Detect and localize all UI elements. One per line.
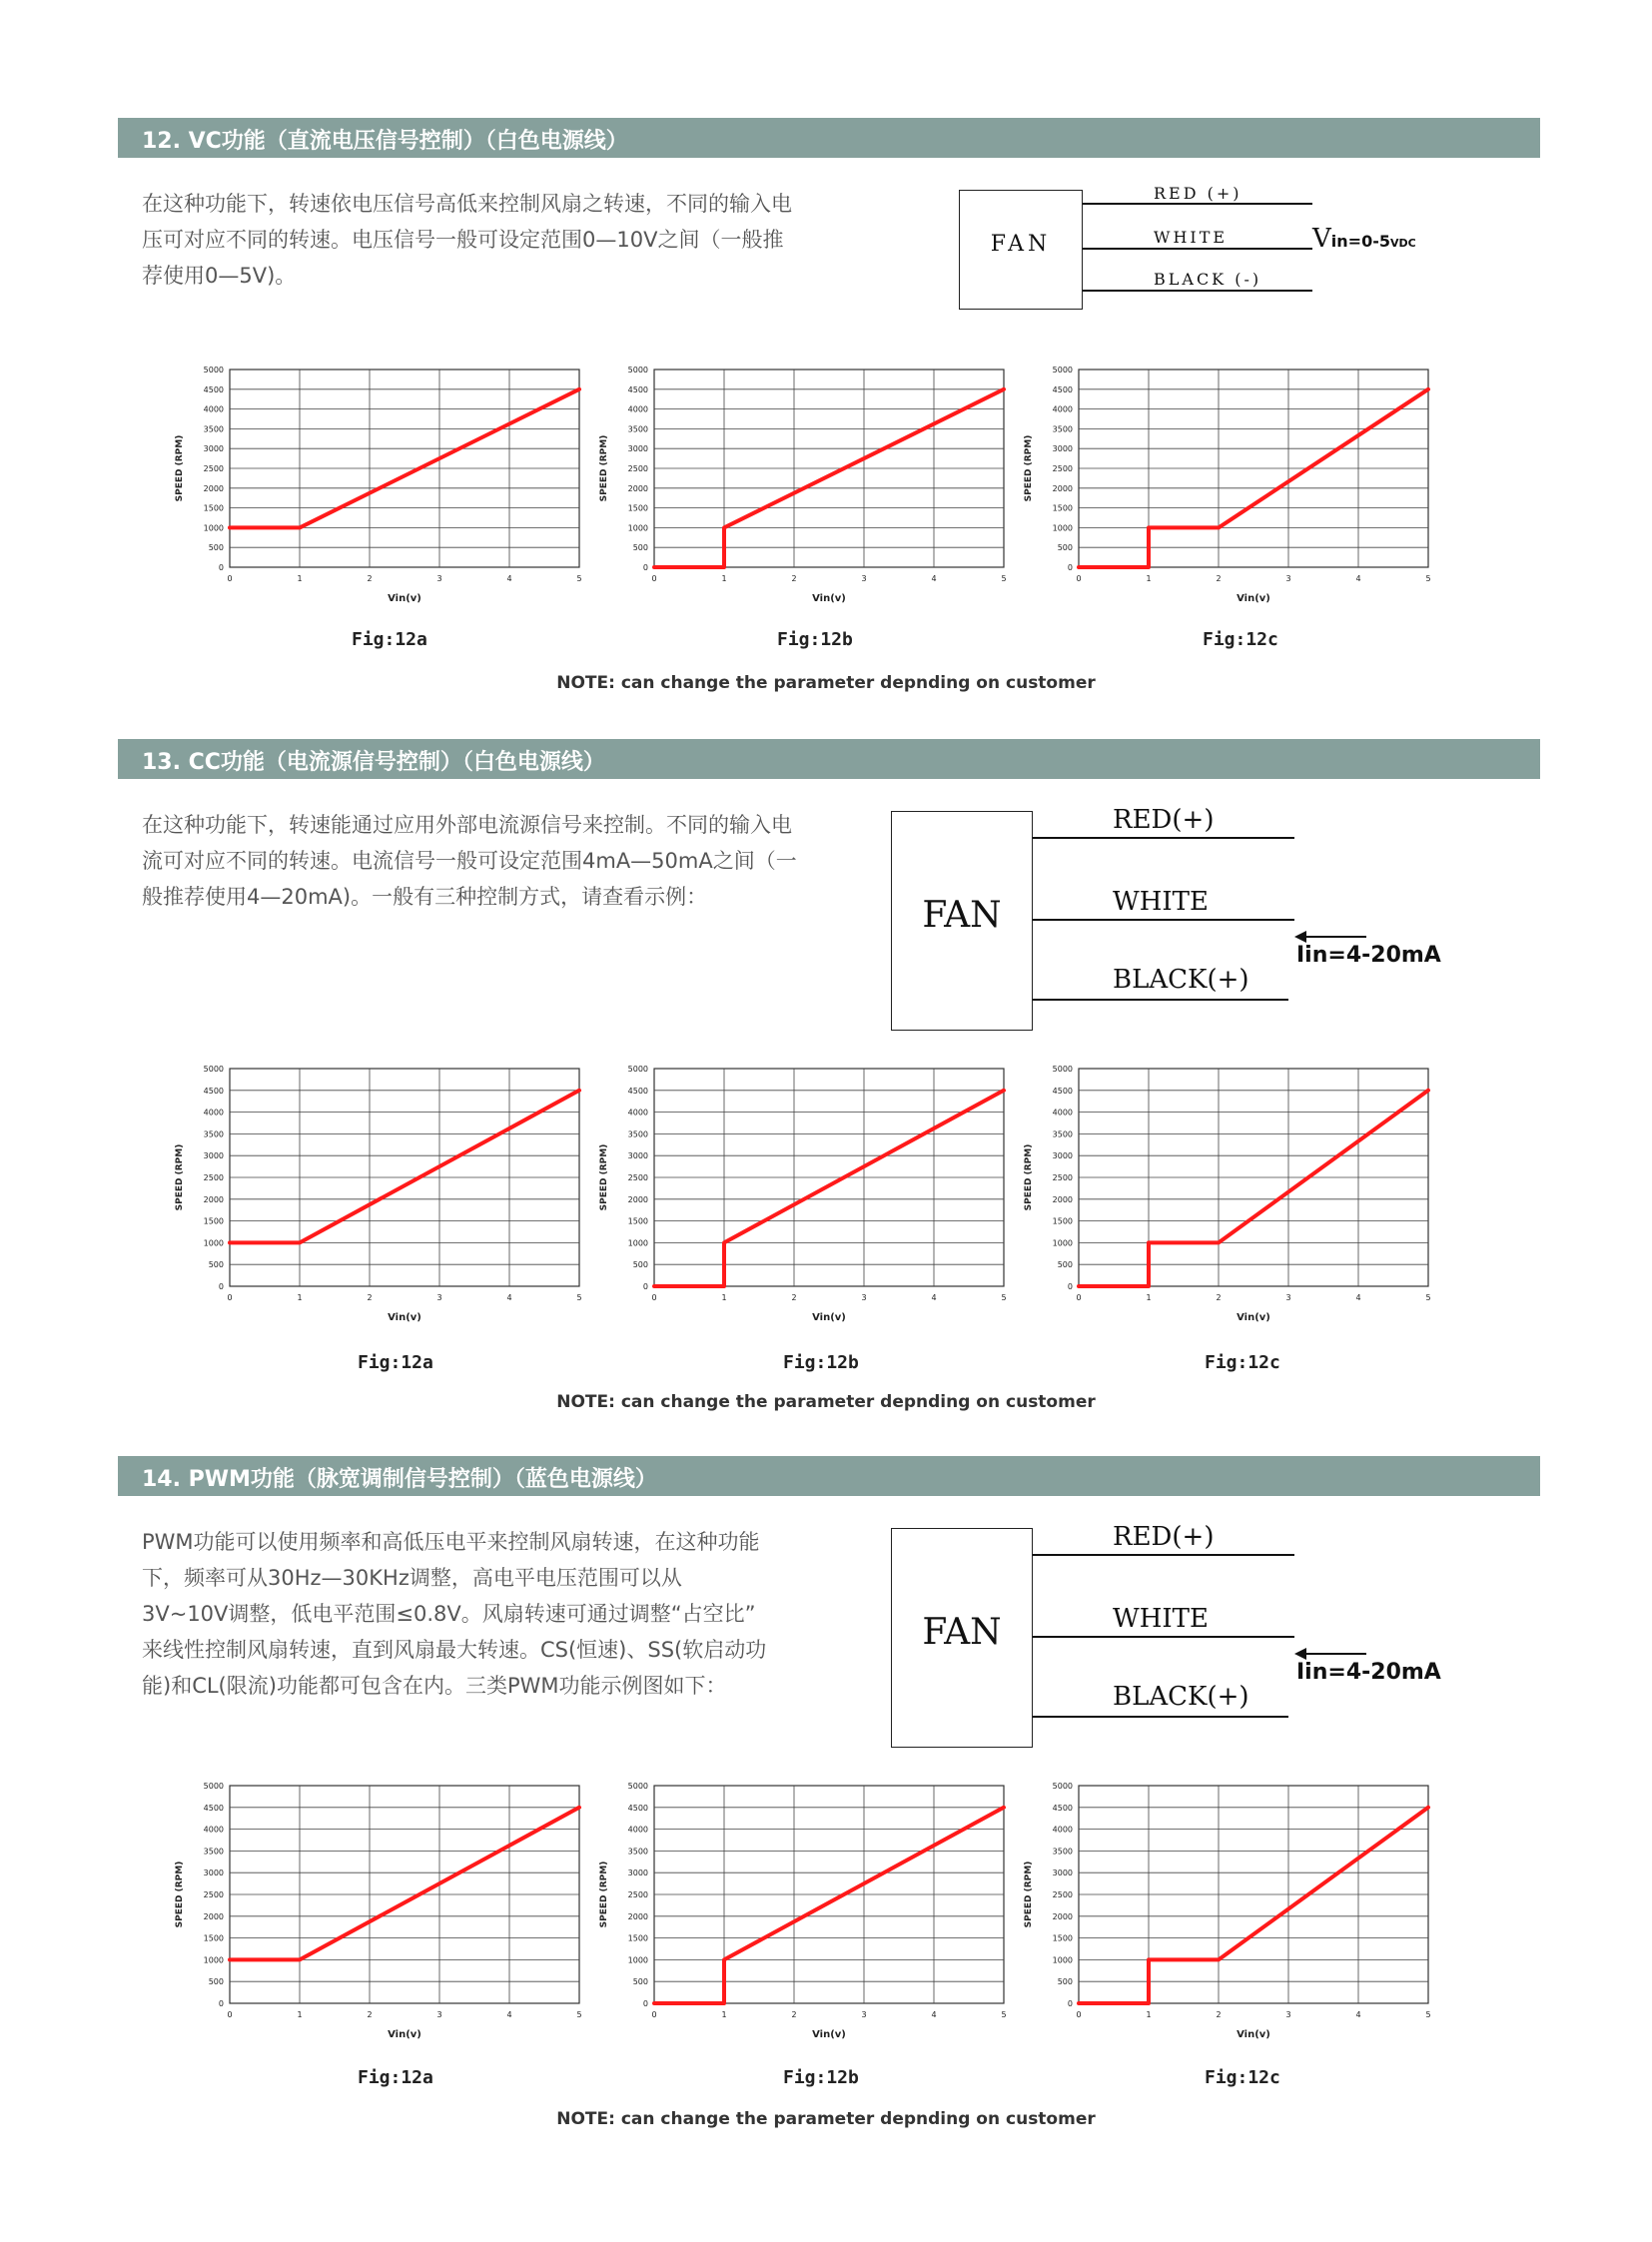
wire-label-black: BLACK (-) [1154, 270, 1262, 289]
x-tick-label: 2 [791, 2010, 797, 2019]
vin-range: in=0-5 [1330, 232, 1390, 251]
y-tick-label: 3000 [1052, 1151, 1073, 1161]
x-tick-label: 5 [1425, 1293, 1431, 1302]
x-tick-label: 4 [506, 574, 512, 583]
y-tick-label: 3500 [627, 1847, 648, 1857]
y-tick-label: 4000 [1052, 404, 1073, 414]
description-line: 能)和CL(限流)功能都可包含在内。三类PWM功能示例图如下： [142, 1674, 727, 1698]
y-tick-label: 5000 [1052, 1782, 1073, 1791]
y-tick-label: 3500 [1052, 1129, 1073, 1139]
y-tick-label: 0 [1067, 563, 1073, 572]
x-tick-label: 5 [1425, 2010, 1431, 2019]
y-tick-label: 0 [642, 1999, 648, 2008]
y-tick-label: 0 [218, 1282, 224, 1291]
y-tick-label: 1000 [203, 523, 224, 533]
x-axis-label: Vin(v) [388, 2029, 421, 2040]
speed-chart-fig12a [160, 1059, 599, 1338]
y-tick-label: 1500 [203, 1933, 224, 1943]
description-line: 在这种功能下，转速依电压信号高低来控制风扇之转速，不同的输入电 [142, 192, 792, 216]
x-axis-label: Vin(v) [1237, 1312, 1270, 1323]
x-tick-label: 4 [1355, 1293, 1361, 1302]
y-tick-label: 1500 [1052, 503, 1073, 513]
y-tick-label: 2500 [1052, 1173, 1073, 1182]
y-tick-label: 500 [208, 1977, 224, 1987]
x-tick-label: 0 [1076, 574, 1082, 583]
x-tick-label: 2 [367, 574, 373, 583]
y-tick-label: 4000 [627, 404, 648, 414]
y-axis-label: SPEED (RPM) [599, 1861, 609, 1928]
y-tick-label: 5000 [203, 1065, 224, 1074]
x-tick-label: 2 [791, 574, 797, 583]
figure-caption: Fig:12a [358, 2067, 433, 2088]
y-tick-label: 1000 [627, 1955, 648, 1965]
x-tick-label: 5 [1425, 574, 1431, 583]
x-tick-label: 4 [506, 1293, 512, 1302]
figure-caption: Fig:12c [1203, 629, 1278, 650]
y-tick-label: 3000 [203, 1151, 224, 1161]
x-tick-label: 0 [651, 1293, 657, 1302]
y-tick-label: 3500 [1052, 424, 1073, 434]
x-tick-label: 1 [721, 1293, 727, 1302]
description-line: PWM功能可以使用频率和高低压电平来控制风扇转速，在这种功能 [142, 1530, 760, 1554]
y-tick-label: 3000 [1052, 444, 1073, 454]
y-tick-label: 1500 [1052, 1216, 1073, 1226]
x-tick-label: 5 [1001, 1293, 1007, 1302]
y-axis-label: SPEED (RPM) [175, 434, 185, 502]
wire-label-red: RED (+) [1154, 184, 1242, 203]
y-tick-label: 500 [1057, 1977, 1073, 1987]
y-tick-label: 5000 [627, 1782, 648, 1791]
y-tick-label: 0 [642, 1282, 648, 1291]
figure-caption: Fig:12b [783, 2067, 859, 2088]
x-tick-label: 5 [576, 1293, 582, 1302]
wire-label-black: BLACK(+) [1113, 965, 1249, 995]
wire-black [1083, 290, 1312, 292]
figure-caption: Fig:12c [1205, 2067, 1280, 2088]
y-tick-label: 1000 [1052, 523, 1073, 533]
y-tick-label: 3000 [627, 1151, 648, 1161]
section-header-cc [118, 739, 1540, 779]
vin-unit: VDC [1389, 237, 1416, 250]
description-line: 般推荐使用4—20mA)。一般有三种控制方式，请查看示例： [142, 885, 708, 909]
y-tick-label: 0 [218, 563, 224, 572]
x-tick-label: 2 [1216, 1293, 1222, 1302]
x-tick-label: 4 [931, 2010, 937, 2019]
y-tick-label: 3000 [627, 1868, 648, 1878]
y-tick-label: 2500 [1052, 464, 1073, 473]
x-axis-label: Vin(v) [388, 1312, 421, 1323]
x-tick-label: 1 [297, 574, 303, 583]
x-tick-label: 4 [1355, 574, 1361, 583]
x-tick-label: 2 [1216, 574, 1222, 583]
y-tick-label: 4500 [1052, 1086, 1073, 1096]
y-tick-label: 2000 [627, 483, 648, 493]
y-axis-label: SPEED (RPM) [1024, 434, 1034, 502]
x-tick-label: 3 [436, 1293, 442, 1302]
y-tick-label: 1500 [627, 1216, 648, 1226]
speed-chart-fig12c [1009, 1059, 1448, 1338]
section-description [142, 807, 797, 915]
x-tick-label: 4 [931, 574, 937, 583]
y-tick-label: 1500 [627, 1933, 648, 1943]
section-title: 14. PWM功能（脉宽调制信号控制）（蓝色电源线） [142, 1467, 657, 1492]
x-axis-label: Vin(v) [1237, 593, 1270, 604]
y-tick-label: 2000 [203, 483, 224, 493]
wire-label-white: WHITE [1113, 887, 1209, 917]
y-tick-label: 5000 [203, 1782, 224, 1791]
y-tick-label: 4500 [203, 1803, 224, 1813]
wire-white [1033, 1636, 1294, 1638]
note-text: NOTE: can change the parameter depnding on customer [556, 673, 1096, 693]
x-axis-label: Vin(v) [812, 1312, 846, 1323]
section-header-vc [118, 118, 1540, 158]
x-tick-label: 2 [367, 2010, 373, 2019]
fan-label: FAN [922, 895, 1002, 936]
y-tick-label: 2000 [627, 1911, 648, 1921]
y-tick-label: 2500 [203, 1890, 224, 1899]
y-axis-label: SPEED (RPM) [599, 1143, 609, 1211]
y-tick-label: 0 [1067, 1999, 1073, 2008]
y-tick-label: 2500 [203, 1173, 224, 1182]
figure-caption: Fig:12a [358, 1352, 433, 1373]
x-tick-label: 1 [297, 2010, 303, 2019]
note-text: NOTE: can change the parameter depnding on customer [556, 2109, 1096, 2129]
y-tick-label: 4000 [1052, 1825, 1073, 1835]
figure-caption: Fig:12a [352, 629, 427, 650]
figure-caption: Fig:12b [783, 1352, 859, 1373]
wire-label-black: BLACK(+) [1113, 1682, 1249, 1712]
x-tick-label: 3 [861, 2010, 867, 2019]
y-tick-label: 500 [632, 543, 648, 553]
y-axis-label: SPEED (RPM) [599, 434, 609, 502]
y-tick-label: 2500 [203, 464, 224, 473]
x-tick-label: 3 [861, 574, 867, 583]
y-tick-label: 3500 [1052, 1847, 1073, 1857]
vin-main: V [1312, 224, 1331, 254]
y-tick-label: 1000 [1052, 1955, 1073, 1965]
wire-white [1083, 248, 1312, 250]
y-tick-label: 0 [1067, 1282, 1073, 1291]
x-tick-label: 5 [1001, 2010, 1007, 2019]
x-tick-label: 1 [721, 574, 727, 583]
x-axis-label: Vin(v) [1237, 2029, 1270, 2040]
x-axis-label: Vin(v) [388, 593, 421, 604]
x-tick-label: 2 [1216, 2010, 1222, 2019]
y-tick-label: 3500 [203, 1129, 224, 1139]
y-tick-label: 1500 [203, 503, 224, 513]
y-tick-label: 1000 [627, 1238, 648, 1248]
y-tick-label: 500 [632, 1260, 648, 1270]
x-tick-label: 1 [1146, 2010, 1152, 2019]
description-line: 在这种功能下，转速能通过应用外部电流源信号来控制。不同的输入电 [142, 813, 792, 837]
y-tick-label: 4500 [627, 384, 648, 394]
y-axis-label: SPEED (RPM) [175, 1861, 185, 1928]
y-axis-label: SPEED (RPM) [175, 1143, 185, 1211]
x-tick-label: 0 [1076, 2010, 1082, 2019]
wire-label-white: WHITE [1113, 1604, 1209, 1634]
x-tick-label: 0 [651, 2010, 657, 2019]
description-line: 压可对应不同的转速。电压信号一般可设定范围0—10V之间（一般推 [142, 228, 784, 252]
y-tick-label: 3000 [1052, 1868, 1073, 1878]
y-tick-label: 4000 [203, 404, 224, 414]
x-tick-label: 2 [791, 1293, 797, 1302]
y-tick-label: 2500 [1052, 1890, 1073, 1899]
x-tick-label: 4 [1355, 2010, 1361, 2019]
y-tick-label: 500 [208, 543, 224, 553]
y-tick-label: 5000 [1052, 1065, 1073, 1074]
description-line: 来线性控制风扇转速，直到风扇最大转速。CS(恒速)、SS(软启动功 [142, 1638, 767, 1662]
y-tick-label: 1000 [203, 1238, 224, 1248]
description-line: 3V~10V调整，低电平范围≤0.8V。风扇转速可通过调整“占空比” [142, 1602, 756, 1626]
speed-chart-fig12b [584, 1776, 1024, 2055]
y-tick-label: 2500 [627, 1890, 648, 1899]
x-tick-label: 3 [436, 574, 442, 583]
wire-label-red: RED(+) [1113, 1522, 1215, 1552]
y-tick-label: 3500 [627, 424, 648, 434]
iin-label: Iin=4-20mA [1296, 1660, 1441, 1685]
x-axis-label: Vin(v) [812, 2029, 846, 2040]
y-tick-label: 3000 [203, 444, 224, 454]
y-tick-label: 3500 [203, 424, 224, 434]
x-tick-label: 1 [297, 1293, 303, 1302]
x-tick-label: 3 [1285, 1293, 1291, 1302]
y-tick-label: 2000 [627, 1194, 648, 1204]
wire-label-red: RED(+) [1113, 805, 1215, 835]
y-tick-label: 4000 [203, 1108, 224, 1118]
y-axis-label: SPEED (RPM) [1024, 1143, 1034, 1211]
x-tick-label: 4 [931, 1293, 937, 1302]
y-tick-label: 1500 [1052, 1933, 1073, 1943]
y-tick-label: 4000 [627, 1108, 648, 1118]
speed-chart-fig12a [160, 360, 599, 619]
y-tick-label: 500 [1057, 543, 1073, 553]
y-tick-label: 1000 [203, 1955, 224, 1965]
section-description [142, 186, 792, 294]
x-tick-label: 0 [227, 1293, 233, 1302]
y-tick-label: 2500 [627, 1173, 648, 1182]
x-axis-label: Vin(v) [812, 593, 846, 604]
x-tick-label: 5 [576, 2010, 582, 2019]
y-tick-label: 3000 [627, 444, 648, 454]
fan-label: FAN [922, 1612, 1002, 1653]
x-tick-label: 1 [721, 2010, 727, 2019]
iin-label: Iin=4-20mA [1296, 943, 1441, 968]
fan-label: FAN [990, 232, 1052, 257]
description-line: 流可对应不同的转速。电流信号一般可设定范围4mA—50mA之间（一 [142, 849, 797, 873]
figure-caption: Fig:12b [777, 629, 853, 650]
wire-black [1033, 999, 1288, 1001]
y-tick-label: 0 [642, 563, 648, 572]
x-tick-label: 5 [1001, 574, 1007, 583]
x-tick-label: 5 [576, 574, 582, 583]
y-tick-label: 5000 [1052, 366, 1073, 374]
section-header-pwm [118, 1456, 1540, 1496]
wire-white [1033, 919, 1294, 921]
speed-chart-fig12c [1009, 1776, 1448, 2055]
section-title: 13. CC功能（电流源信号控制）（白色电源线） [142, 750, 605, 775]
speed-chart-fig12b [584, 360, 1024, 619]
y-tick-label: 4500 [203, 1086, 224, 1096]
y-axis-label: SPEED (RPM) [1024, 1861, 1034, 1928]
y-tick-label: 4000 [1052, 1108, 1073, 1118]
y-tick-label: 3500 [203, 1847, 224, 1857]
x-tick-label: 3 [1285, 574, 1291, 583]
y-tick-label: 0 [218, 1999, 224, 2008]
x-tick-label: 3 [1285, 2010, 1291, 2019]
section-description [142, 1524, 766, 1704]
vin-label [1312, 224, 1416, 254]
y-tick-label: 4500 [1052, 384, 1073, 394]
y-tick-label: 2500 [627, 464, 648, 473]
section-title: 12. VC功能（直流电压信号控制）（白色电源线） [142, 129, 628, 154]
x-tick-label: 0 [1076, 1293, 1082, 1302]
note-text: NOTE: can change the parameter depnding on customer [556, 1392, 1096, 1412]
x-tick-label: 1 [1146, 1293, 1152, 1302]
speed-chart-fig12c [1009, 360, 1448, 619]
y-tick-label: 500 [1057, 1260, 1073, 1270]
y-tick-label: 4500 [203, 384, 224, 394]
x-tick-label: 1 [1146, 574, 1152, 583]
y-tick-label: 2000 [203, 1911, 224, 1921]
y-tick-label: 4000 [627, 1825, 648, 1835]
x-tick-label: 0 [651, 574, 657, 583]
y-tick-label: 1500 [203, 1216, 224, 1226]
x-tick-label: 4 [506, 2010, 512, 2019]
y-tick-label: 1500 [627, 503, 648, 513]
y-tick-label: 1000 [1052, 1238, 1073, 1248]
wire-red [1033, 1554, 1294, 1556]
y-tick-label: 5000 [627, 366, 648, 374]
y-tick-label: 2000 [1052, 483, 1073, 493]
y-tick-label: 2000 [1052, 1194, 1073, 1204]
description-line: 荐使用0—5V)。 [142, 264, 297, 288]
y-tick-label: 5000 [627, 1065, 648, 1074]
x-tick-label: 2 [367, 1293, 373, 1302]
y-tick-label: 500 [632, 1977, 648, 1987]
y-tick-label: 4500 [627, 1803, 648, 1813]
y-tick-label: 1000 [627, 523, 648, 533]
x-tick-label: 0 [227, 2010, 233, 2019]
y-tick-label: 2000 [203, 1194, 224, 1204]
wire-red [1083, 203, 1312, 205]
description-line: 下，频率可从30Hz—30KHz调整，高电平电压范围可以从 [142, 1566, 682, 1590]
wire-label-white: WHITE [1154, 228, 1229, 247]
wire-black [1033, 1716, 1288, 1718]
y-tick-label: 2000 [1052, 1911, 1073, 1921]
x-tick-label: 0 [227, 574, 233, 583]
y-tick-label: 3500 [627, 1129, 648, 1139]
y-tick-label: 5000 [203, 366, 224, 374]
y-tick-label: 500 [208, 1260, 224, 1270]
y-tick-label: 4000 [203, 1825, 224, 1835]
x-tick-label: 3 [436, 2010, 442, 2019]
x-tick-label: 3 [861, 1293, 867, 1302]
y-tick-label: 4500 [627, 1086, 648, 1096]
speed-chart-fig12a [160, 1776, 599, 2055]
speed-chart-fig12b [584, 1059, 1024, 1338]
figure-caption: Fig:12c [1205, 1352, 1280, 1373]
y-tick-label: 4500 [1052, 1803, 1073, 1813]
y-tick-label: 3000 [203, 1868, 224, 1878]
wire-red [1033, 837, 1294, 839]
